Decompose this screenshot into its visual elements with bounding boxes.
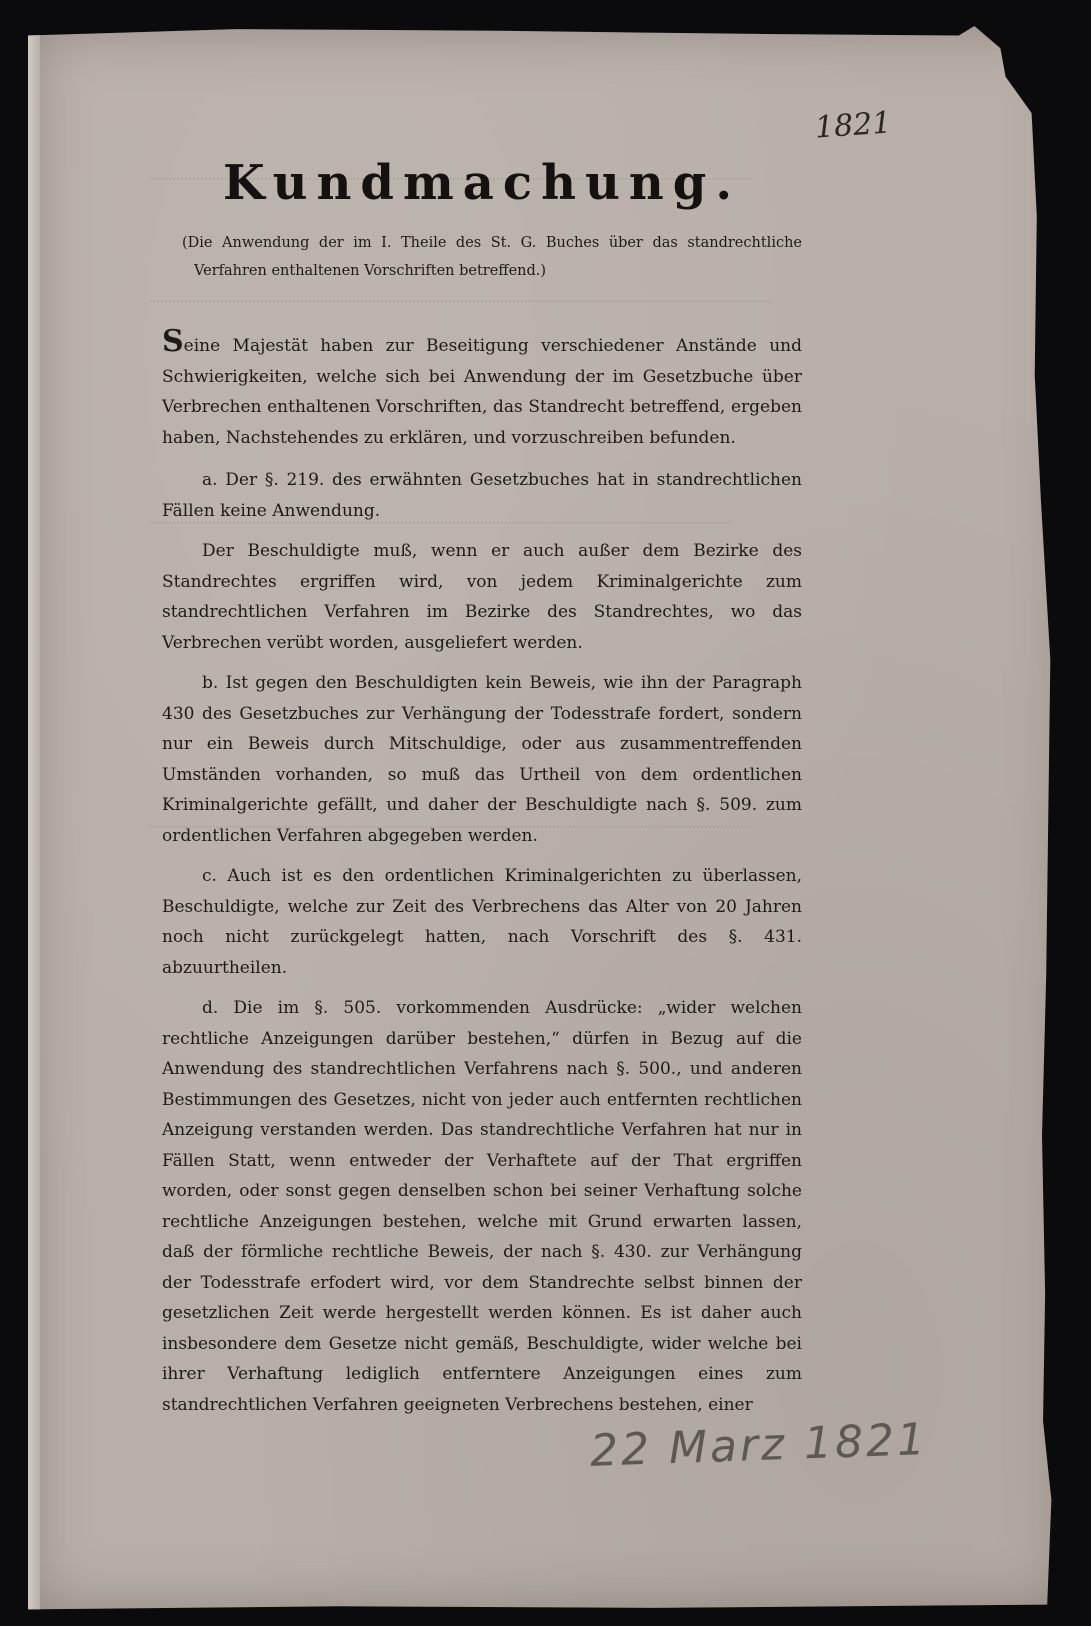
document-subtitle: (Die Anwendung der im I. Theile des St. G. Buches über das standrechtliche Verfahren enthaltenen Vorschriften betreffend.) (182, 235, 802, 279)
paragraph-c: c. Auch ist es den ordentlichen Kriminalgerichten zu überlassen, Beschuldigte, welche zur Zeit des Verbrechens das Alter von 20 Jahren noch nicht zurückgelegt hatten, nach Vorschrift des §. 431. abzuurtheilen. (162, 866, 802, 978)
document-body (162, 155, 802, 1430)
paragraph-a-continued: Der Beschuldigte muß, wenn er auch außer dem Bezirke des Standrechtes ergriffen wird, von jedem Kriminalgerichte zum standrechtlichen Verfahren im Bezirke des Standrechtes, wo das Verbrechen verübt worden, ausgeliefert werden. (162, 541, 802, 653)
paragraph-b: b. Ist gegen den Beschuldigten kein Beweis, wie ihn der Paragraph 430 des Gesetzbuches zur Verhängung der Todesstrafe fordert, sondern nur ein Beweis durch Mitschuldige, oder aus zusammentreffenden Umständen vorhanden, so muß das Urtheil von dem ordentlichen Kriminalgerichte gefällt, und daher der Beschuldigte nach §. 509. zum ordentlichen Verfahren abgegeben werden. (162, 673, 802, 846)
paragraph-a: a. Der §. 219. des erwähnten Gesetzbuches hat in standrechtlichen Fällen keine Anwendung. (162, 470, 802, 521)
paragraph-d: d. Die im §. 505. vorkommenden Ausdrücke: „wider welchen rechtliche Anzeigungen darüber bestehen,“ dürfen in Bezug auf die Anwendung des standrechtlichen Verfahrens nach §. 500., und anderen Bestimmungen des Gesetzes, nicht von jeder auch entfernten rechtlichen Anzeigung verstanden werden. Das standrechtliche Verfahren hat nur in Fällen Statt, wenn entweder der Verhaftete auf der That ergriffen worden, oder sonst gegen denselben schon bei seiner Verhaftung solche rechtliche Anzeigungen bestehen, welche mit Grund erwarten lassen, daß der förmliche rechtliche Beweis, der nach §. 430. zur Verhängung der Todesstrafe erfodert wird, vor dem Standrechte selbst binnen der gesetzlichen Zeit werde hergestellt werden können. Es ist daher auch insbesondere dem Gesetze nicht gemäß, Beschuldigte, wider welche bei ihrer Verhaftung lediglich entferntere Anzeigungen eines zum standrechtlichen Verfahren geeigneten Verbrechens bestehen, einer (162, 998, 802, 1415)
paragraph-intro: Seine Majestät haben zur Beseitigung verschiedener Anstände und Schwierigkeiten, welche sich bei Anwendung der im Gesetzbuche über Verbrechen enthaltenen Vorschriften, das Standrecht betreffend, ergeben haben, Nachstehendes zu erklären, und vorzuschreiben befunden. (162, 324, 802, 448)
handwritten-year: 1821 (813, 105, 893, 146)
paper-fold-edge (28, 26, 40, 1611)
document-title: Kundmachung. (222, 155, 742, 211)
handwritten-date: 22 Marz 1821 (589, 1414, 929, 1477)
